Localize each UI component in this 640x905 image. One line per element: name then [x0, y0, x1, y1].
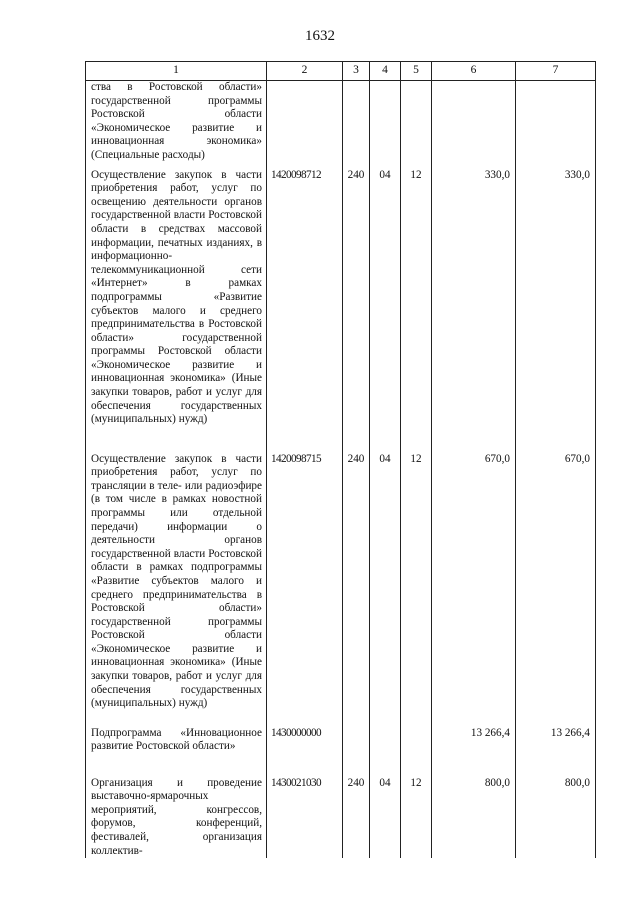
row-expense-type [343, 721, 370, 771]
row-amount-col7: 800,0 [516, 771, 596, 859]
table-row [86, 163, 596, 447]
row-description: Осуществление закупок в части приобретения работ, услуг по освещению деятельности органов государственной власти Ростовской области в средствах массовой информации, печатных изданиях, в информационно-телекоммуникационной сети «Интернет» в рамках подпрограммы «Развитие субъектов малого и среднего предпринимательства в Ростовской области» государственной программы Ростовской области «Экономическое развитие и инновационная экономика» (Иные закупки товаров, работ и услуг для обеспечения государственных (муниципальных) нужд) [86, 163, 267, 447]
row-amount-col6: 13 266,4 [432, 721, 516, 771]
row-amount-col6: 670,0 [432, 447, 516, 721]
header-col-1: 1 [86, 62, 267, 81]
row-description: Осуществление закупок в части приобретения работ, услуг по трансляции в теле- или радиоэфире (в том числе в рамках новостной программы или отдельной передачи) информации о деятельности органов государственной власти Ростовской области в рамках подпрограммы «Развитие субъектов малого и среднего предпринимательства в Ростовской области» государственной программы Ростовской области «Экономическое развитие и инновационная экономика» (Иные закупки товаров, работ и услуг для обеспечения государственных (муниципальных) нужд) [86, 447, 267, 721]
table-row [86, 771, 596, 859]
row-subsection: 12 [401, 771, 432, 859]
row-expense-type: 240 [343, 447, 370, 721]
page-number: 1632 [305, 28, 335, 44]
row-code [267, 81, 343, 163]
header-row [86, 62, 596, 81]
row-expense-type [343, 81, 370, 163]
row-amount-col6 [432, 81, 516, 163]
row-code: 1430000000 [267, 721, 343, 771]
header-col-7: 7 [516, 62, 596, 81]
row-subsection: 12 [401, 447, 432, 721]
row-section [370, 81, 401, 163]
row-description: Организация и проведение выставочно-ярмарочных мероприятий, конгрессов, форумов, конференций, фестивалей, организация коллектив- [86, 771, 267, 859]
row-section: 04 [370, 163, 401, 447]
row-section: 04 [370, 447, 401, 721]
table-row [86, 721, 596, 771]
row-section [370, 721, 401, 771]
row-code: 1420098712 [267, 163, 343, 447]
table-row [86, 447, 596, 721]
table-row [86, 81, 596, 163]
row-expense-type: 240 [343, 163, 370, 447]
row-amount-col7: 330,0 [516, 163, 596, 447]
row-subsection: 12 [401, 163, 432, 447]
header-col-6: 6 [432, 62, 516, 81]
row-code: 1420098715 [267, 447, 343, 721]
header-col-5: 5 [401, 62, 432, 81]
row-amount-col7: 670,0 [516, 447, 596, 721]
row-amount-col6: 800,0 [432, 771, 516, 859]
row-amount-col6: 330,0 [432, 163, 516, 447]
header-col-2: 2 [267, 62, 343, 81]
row-subsection [401, 81, 432, 163]
row-amount-col7 [516, 81, 596, 163]
row-code: 1430021030 [267, 771, 343, 859]
row-description: ства в Ростовской области» государственной программы Ростовской области «Экономическое развитие и инновационная экономика» (Специальные расходы) [86, 81, 267, 163]
row-amount-col7: 13 266,4 [516, 721, 596, 771]
row-expense-type: 240 [343, 771, 370, 859]
row-subsection [401, 721, 432, 771]
budget-table [85, 61, 596, 858]
header-col-4: 4 [370, 62, 401, 81]
header-col-3: 3 [343, 62, 370, 81]
row-description: Подпрограмма «Инновационное развитие Ростовской области» [86, 721, 267, 771]
row-section: 04 [370, 771, 401, 859]
